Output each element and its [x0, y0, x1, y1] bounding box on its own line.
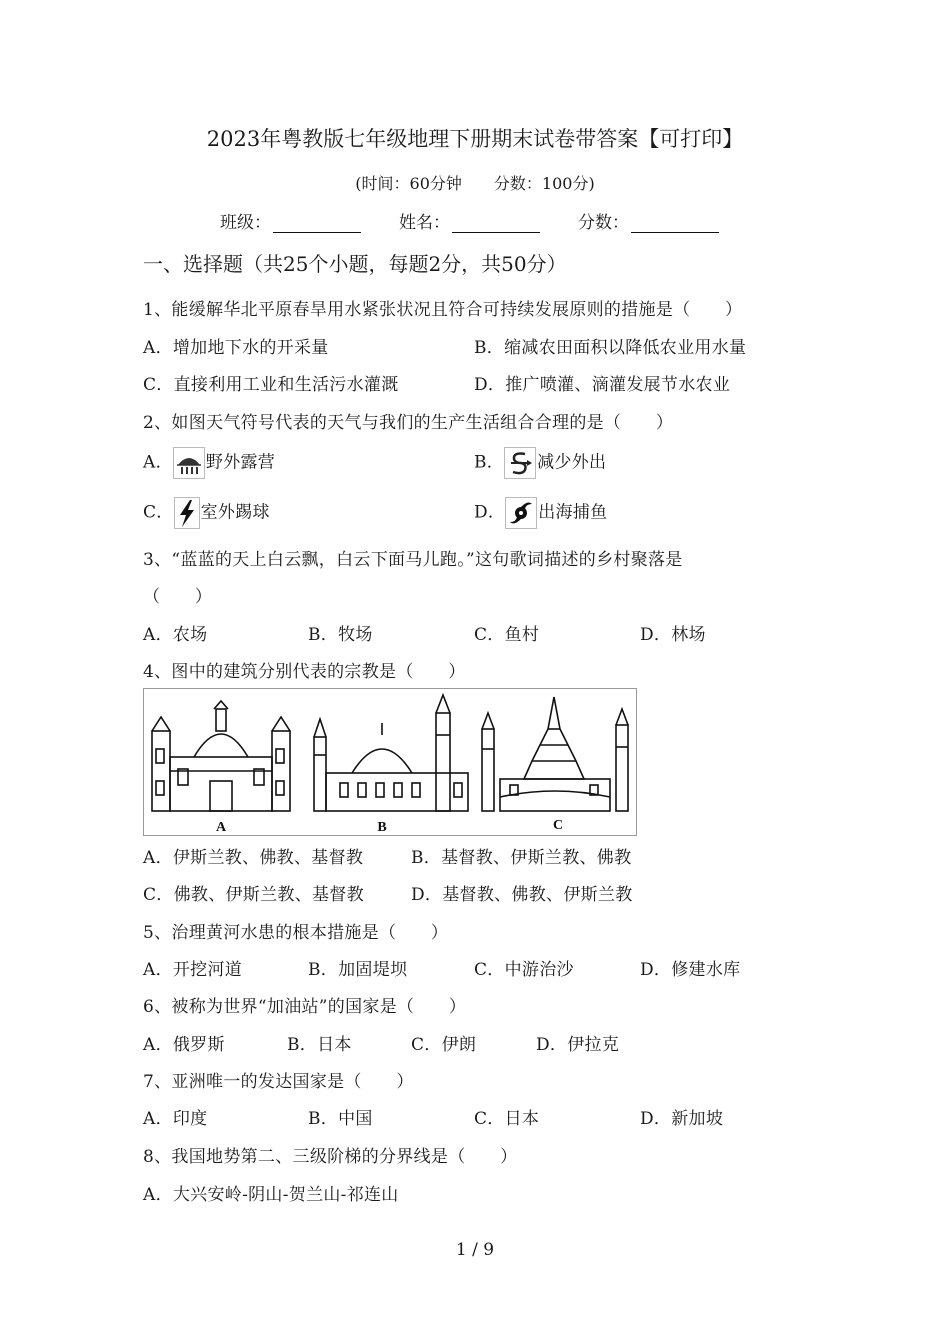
page-number: 1 / 9	[455, 1240, 495, 1260]
q3-option-d[interactable]: D．林场	[640, 625, 706, 645]
q2-option-d[interactable]	[474, 497, 607, 529]
figure-label-a: A	[215, 820, 227, 835]
q1-option-d[interactable]: D．推广喷灌、滴灌发展节水农业	[474, 375, 731, 395]
q2-option-d-text: 出海捕鱼	[538, 502, 608, 523]
q4-option-b[interactable]: B．基督教、伊斯兰教、佛教	[411, 848, 632, 868]
name-field	[399, 208, 540, 233]
q4-option-c[interactable]: C．佛教、伊斯兰教、基督教	[143, 885, 364, 905]
question-3-stem: 3、“蓝蓝的天上白云飘，白云下面马儿跑。”这句歌词描述的乡村聚落是	[143, 550, 683, 570]
q3-option-a[interactable]: A．农场	[143, 625, 208, 645]
q1-option-a[interactable]: A．增加地下水的开采量	[143, 338, 329, 358]
score-label: 分数：	[578, 213, 629, 233]
class-field	[220, 208, 361, 233]
q1-option-c[interactable]: C．直接利用工业和生活污水灌溉	[143, 375, 399, 395]
q1-option-b[interactable]: B．缩减农田面积以降低农业用水量	[474, 338, 747, 358]
q3-option-b[interactable]: B．牧场	[308, 625, 373, 645]
q6-option-d[interactable]: D．伊拉克	[536, 1035, 620, 1055]
typhoon-icon	[505, 497, 537, 529]
q2-option-b[interactable]	[474, 447, 606, 479]
q6-option-b[interactable]: B．日本	[287, 1035, 352, 1055]
page-title: 2023年粤教版七年级地理下册期末试卷带答案【可打印】	[206, 127, 744, 151]
buildings-illustration	[144, 689, 636, 835]
figure-label-c: C	[552, 818, 564, 833]
class-label: 班级：	[220, 213, 271, 233]
q4-option-a[interactable]: A．伊斯兰教、佛教、基督教	[143, 848, 364, 868]
q7-option-c[interactable]: C．日本	[474, 1109, 540, 1129]
student-fields	[220, 208, 757, 233]
q3-option-c[interactable]: C．鱼村	[474, 625, 540, 645]
q7-option-d[interactable]: D．新加坡	[640, 1109, 724, 1129]
q2-option-b-letter: B．	[474, 452, 505, 473]
q8-option-a[interactable]: A．大兴安岭-阴山-贺兰山-祁连山	[143, 1185, 399, 1205]
q2-option-a[interactable]	[143, 447, 275, 479]
question-2-stem: 2、如图天气符号代表的天气与我们的生产生活组合合理的是（ ）	[143, 413, 674, 433]
q2-option-b-text: 减少外出	[537, 452, 607, 473]
q2-option-c-letter: C．	[143, 502, 174, 523]
q2-option-c-text: 室外踢球	[200, 502, 270, 523]
rain-storm-icon	[173, 447, 205, 479]
question-4-stem: 4、图中的建筑分别代表的宗教是（ ）	[143, 662, 466, 682]
q2-option-d-letter: D．	[474, 502, 506, 523]
q2-option-a-letter: A．	[143, 452, 173, 473]
question-7-stem: 7、亚洲唯一的发达国家是（ ）	[143, 1072, 414, 1092]
question-5-stem: 5、治理黄河水患的根本措施是（ ）	[143, 923, 449, 943]
exam-meta: (时间：60分钟 分数：100分)	[355, 174, 595, 193]
q2-option-a-text: 野外露营	[205, 452, 276, 473]
class-blank[interactable]	[273, 214, 361, 233]
score-field	[578, 208, 719, 233]
q4-option-d[interactable]: D．基督教、佛教、伊斯兰教	[411, 885, 633, 905]
name-blank[interactable]	[452, 214, 540, 233]
q5-option-a[interactable]: A．开挖河道	[143, 960, 243, 980]
q5-option-d[interactable]: D．修建水库	[640, 960, 741, 980]
q5-option-c[interactable]: C．中游治沙	[474, 960, 574, 980]
question-1-stem: 1、能缓解华北平原春旱用水紧张状况且符合可持续发展原则的措施是（ ）	[143, 300, 743, 320]
q5-option-b[interactable]: B．加固堤坝	[308, 960, 408, 980]
q7-option-b[interactable]: B．中国	[308, 1109, 373, 1129]
q7-option-a[interactable]: A．印度	[143, 1109, 208, 1129]
q6-option-c[interactable]: C．伊朗	[411, 1035, 477, 1055]
sandstorm-icon	[504, 447, 536, 479]
score-blank[interactable]	[631, 214, 719, 233]
religious-buildings-figure	[143, 688, 637, 836]
figure-label-b: B	[377, 820, 387, 835]
section-title: 一、选择题（共25个小题，每题2分，共50分）	[143, 252, 567, 276]
q6-option-a[interactable]: A．俄罗斯	[143, 1035, 225, 1055]
question-6-stem: 6、被称为世界“加油站”的国家是（ ）	[143, 997, 467, 1017]
question-8-stem: 8、我国地势第二、三级阶梯的分界线是（ ）	[143, 1147, 518, 1167]
question-3-stem-cont: （ ）	[143, 587, 213, 607]
q2-option-c[interactable]	[143, 497, 270, 529]
lightning-icon	[174, 497, 200, 529]
name-label: 姓名：	[399, 213, 450, 233]
